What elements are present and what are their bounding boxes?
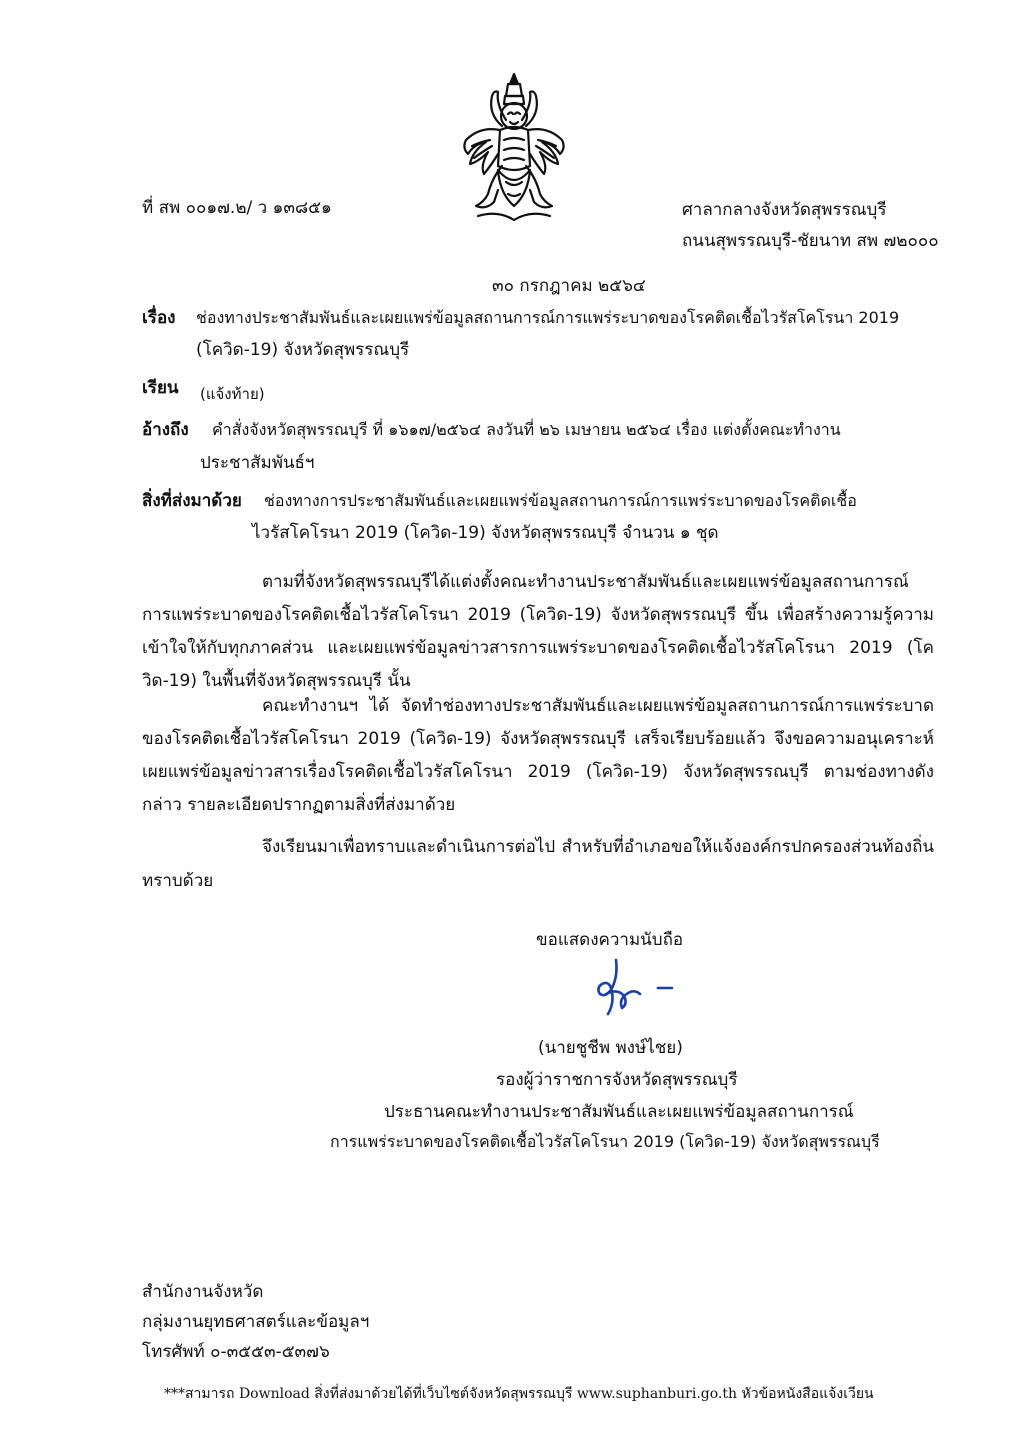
signatory-name: (นายชูชีพ พงษ์ไชย) bbox=[538, 1038, 683, 1058]
signatory-position-1: รองผู้ว่าราชการจังหวัดสุพรรณบุรี bbox=[496, 1070, 738, 1090]
download-note: ***สามารถ Download สิ่งที่ส่งมาด้วยได้ที่เว็บไซต์จังหวัดสุพรรณบุรี www.suphanburi.go.th หัวข้อหนังสือแจ้งเวียน bbox=[164, 1386, 874, 1402]
subject-line2: (โควิด-19) จังหวัดสุพรรณบุรี bbox=[196, 340, 410, 360]
garuda-emblem-icon bbox=[458, 70, 570, 230]
contact-phone: โทรศัพท์ ๐-๓๕๕๓-๕๓๗๖ bbox=[142, 1342, 330, 1362]
body-paragraph-1: ตามที่จังหวัดสุพรรณบุรีได้แต่งตั้งคณะทำงานประชาสัมพันธ์และเผยแพร่ข้อมูลสถานการณ์การแพร่ระบาดของโรคติดเชื้อไวรัสโคโรนา 2019 (โควิด-19) จังหวัดสุพรรณบุรี ขึ้น เพื่อสร้างความรู้ความเข้าใจให้กับทุกภาคส่วน และเผยแพร่ข้อมูลข่าวสารการแพร่ระบาดของโรคติดเชื้อไวรัสโคโรนา 2019 (โควิด-19) ในพื้นที่จังหวัดสุพรรณบุรี นั้น bbox=[142, 572, 934, 691]
closing-salutation: ขอแสดงความนับถือ bbox=[536, 930, 684, 950]
signatory-position-3: การแพร่ระบาดของโรคติดเชื้อไวรัสโคโรนา 2019 (โควิด-19) จังหวัดสุพรรณบุรี bbox=[330, 1132, 880, 1151]
reference-line1: คำสั่งจังหวัดสุพรรณบุรี ที่ ๑๖๑๗/๒๕๖๔ ลงวันที่ ๒๖ เมษายน ๒๕๖๔ เรื่อง แต่งตั้งคณะทำงาน bbox=[212, 420, 841, 439]
signatory-position-2: ประธานคณะทำงานประชาสัมพันธ์และเผยแพร่ข้อมูลสถานการณ์ bbox=[384, 1102, 854, 1122]
recipient-label: เรียน bbox=[142, 378, 179, 398]
subject-line1: ช่องทางประชาสัมพันธ์และเผยแพร่ข้อมูลสถานการณ์การแพร่ระบาดของโรคติดเชื้อไวรัสโคโรนา 2019 bbox=[196, 308, 900, 327]
contact-office: สำนักงานจังหวัด bbox=[142, 1282, 264, 1302]
document-date: ๓๐ กรกฎาคม ๒๕๖๔ bbox=[492, 276, 646, 296]
body-paragraph-3: จึงเรียนมาเพื่อทราบและดำเนินการต่อไป สำหรับที่อำเภอขอให้แจ้งองค์กรปกครองส่วนท้องถิ่นทราบด้วย bbox=[142, 837, 934, 891]
reference-line2: ประชาสัมพันธ์ฯ bbox=[200, 453, 315, 473]
signature-mark bbox=[588, 958, 683, 1018]
reference-label: อ้างถึง bbox=[142, 420, 189, 440]
body-paragraph-2: คณะทำงานฯ ได้ จัดทำช่องทางประชาสัมพันธ์และเผยแพร่ข้อมูลสถานการณ์การแพร่ระบาดของโรคติดเชื้อไวรัสโคโรนา 2019 (โควิด-19) จังหวัดสุพรรณบุรี เสร็จเรียบร้อยแล้ว จึงขอความอนุเคราะห์เผยแพร่ข้อมูลข่าวสารเรื่องโรคติดเชื้อไวรัสโคโรนา 2019 (โควิด-19) จังหวัดสุพรรณบุรี ตามช่องทางดังกล่าว รายละเอียดปรากฏตามสิ่งที่ส่งมาด้วย bbox=[142, 696, 934, 815]
subject-label: เรื่อง bbox=[142, 308, 176, 328]
recipient-value: (แจ้งท้าย) bbox=[200, 385, 265, 403]
document-number: ที่ สพ ๐๐๑๗.๒/ ว ๑๓๘๕๑ bbox=[142, 198, 332, 218]
enclosure-line1: ช่องทางการประชาสัมพันธ์และเผยแพร่ข้อมูลสถานการณ์การแพร่ระบาดของโรคติดเชื้อ bbox=[264, 491, 857, 510]
contact-group: กลุ่มงานยุทธศาสตร์และข้อมูลฯ bbox=[142, 1312, 370, 1332]
office-address-line1: ศาลากลางจังหวัดสุพรรณบุรี bbox=[682, 200, 887, 220]
office-address-line2: ถนนสุพรรณบุรี-ชัยนาท สพ ๗๒๐๐๐ bbox=[682, 231, 939, 251]
enclosure-label: สิ่งที่ส่งมาด้วย bbox=[142, 491, 242, 511]
enclosure-line2: ไวรัสโคโรนา 2019 (โควิด-19) จังหวัดสุพรรณบุรี จำนวน ๑ ชุด bbox=[252, 523, 719, 543]
